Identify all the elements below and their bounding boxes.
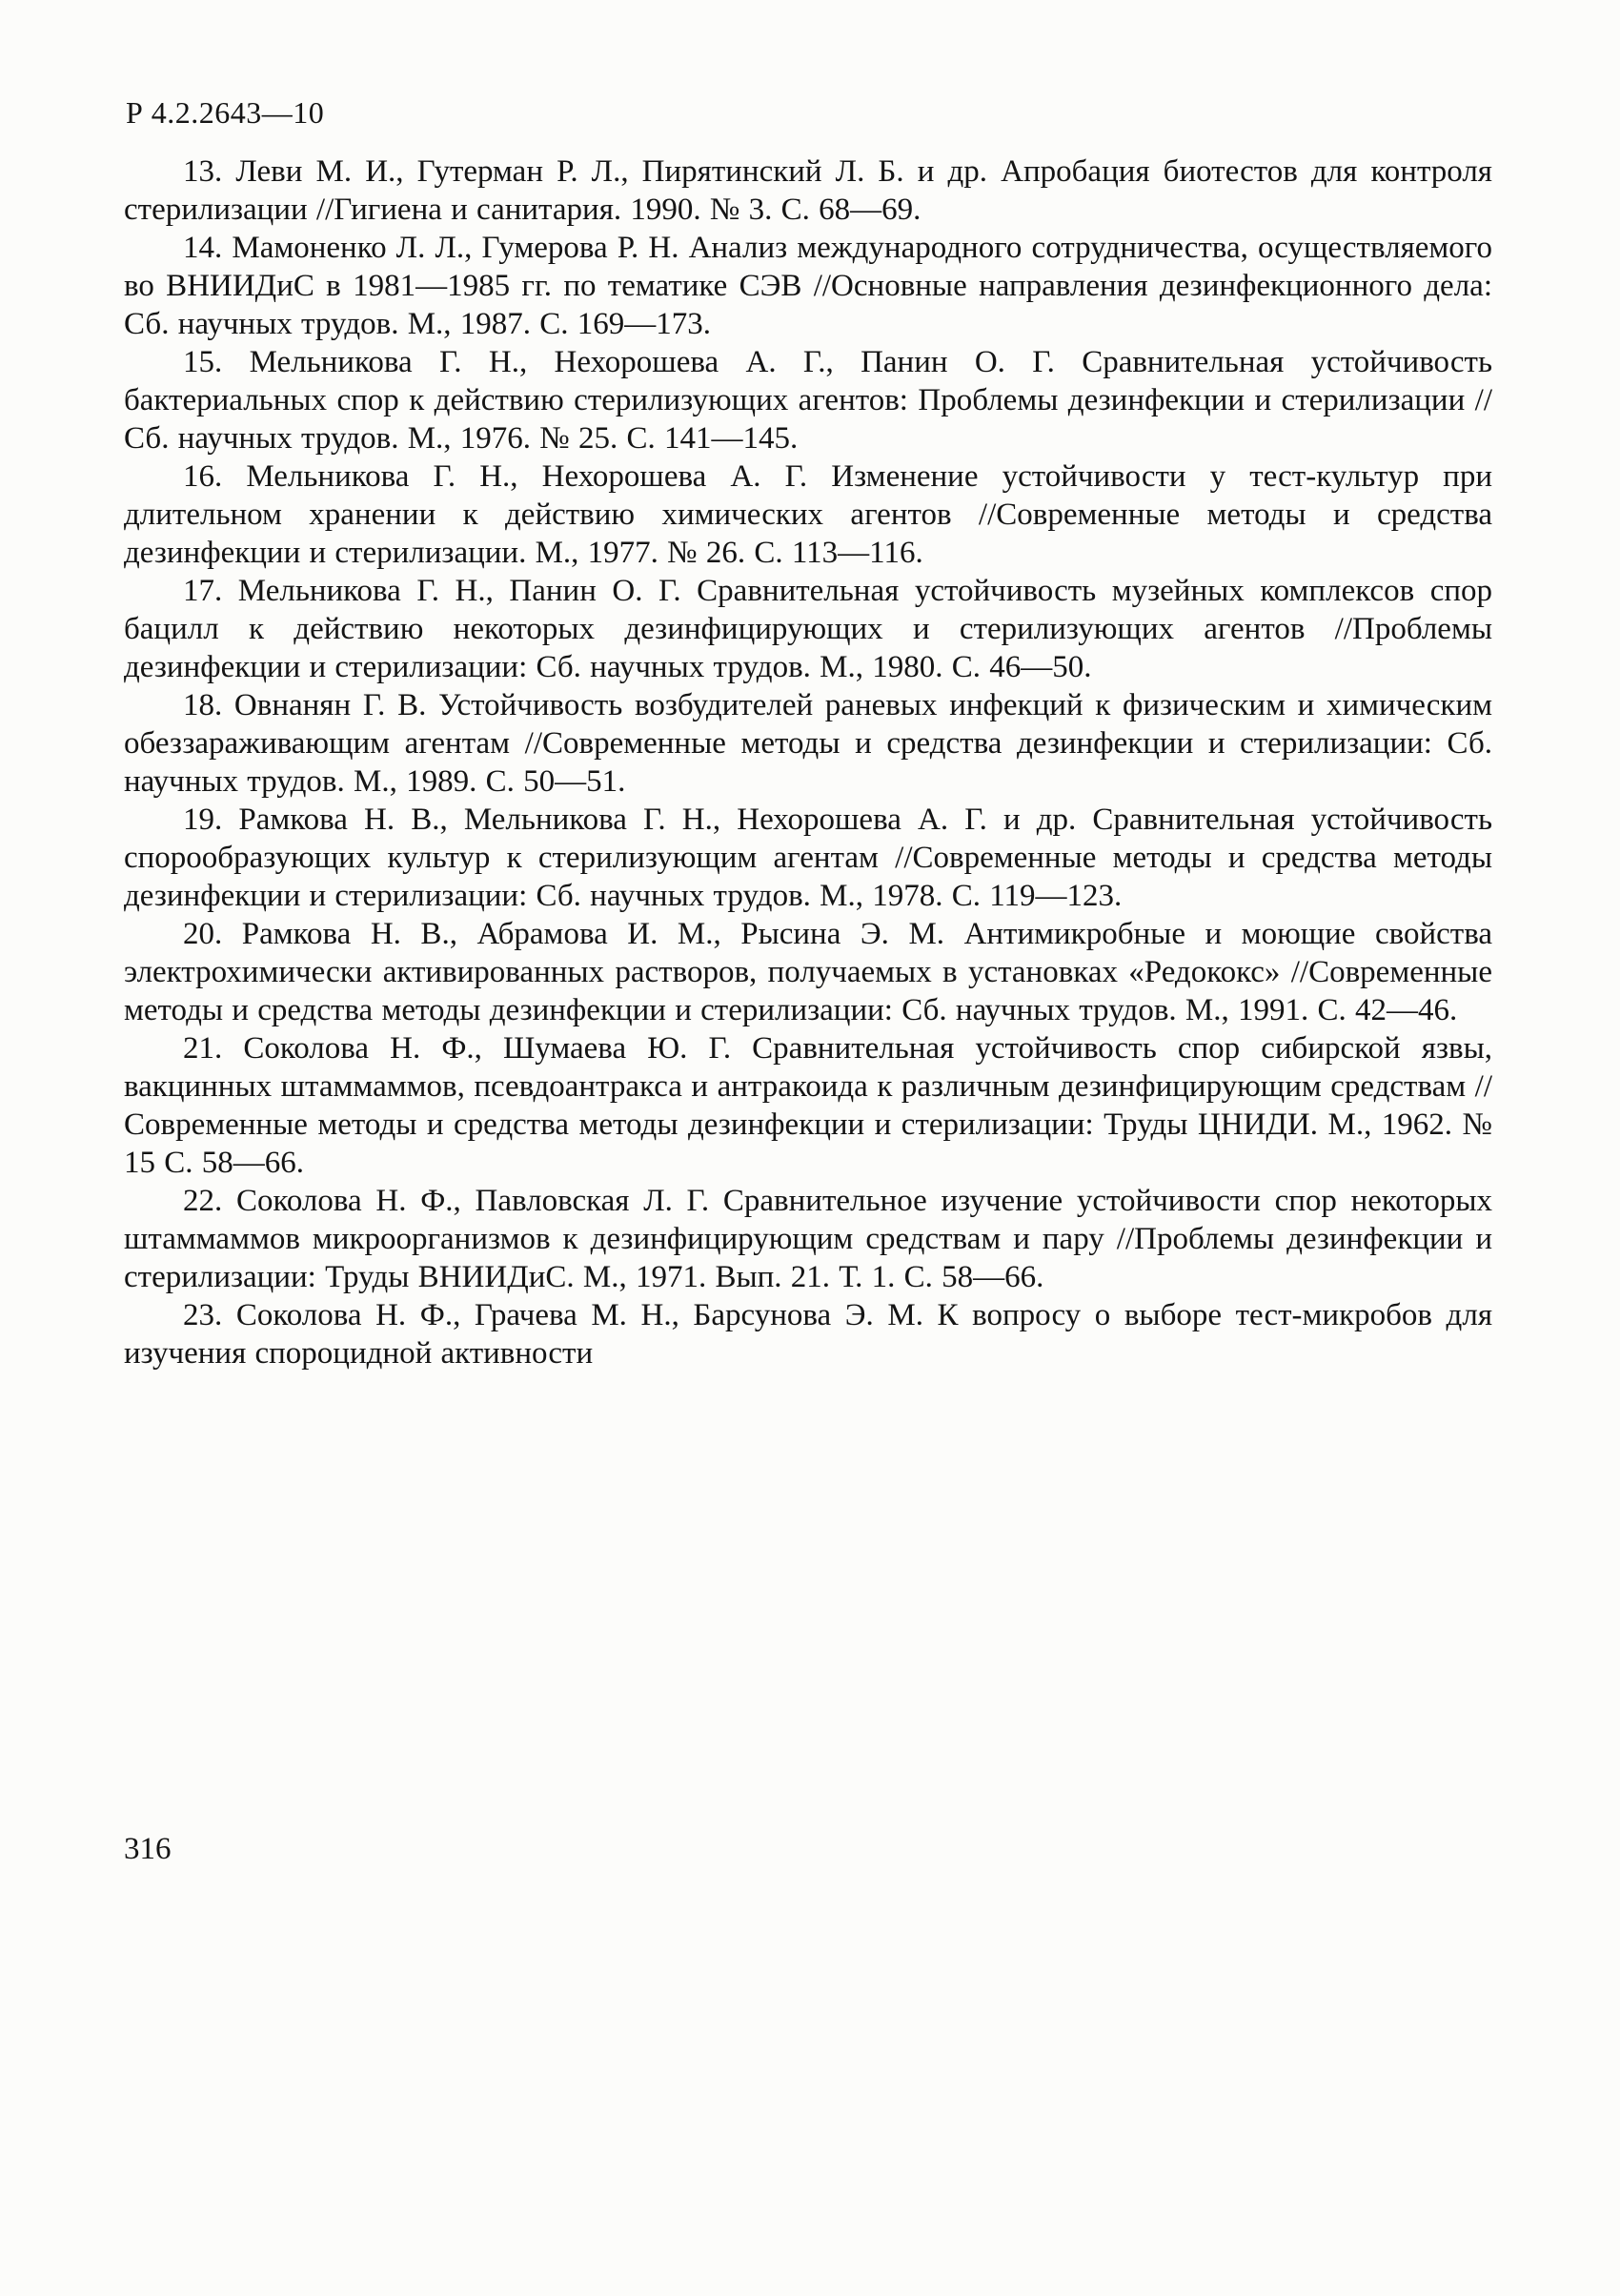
reference-item-14: 14. Мамоненко Л. Л., Гумерова Р. Н. Анализ международного сотрудничества, осуществляемого во ВНИИДиС в 1981—1985 гг. по тематике СЭВ //Основные направления дезинфекционного дела: Сб. научных трудов. М., 1987. С. 169—173. — [124, 231, 1492, 341]
reference-item-15: 15. Мельникова Г. Н., Нехорошева А. Г., Панин О. Г. Сравнительная устойчивость бактериальных спор к действию стерилизующих агентов: Проблемы дезинфекции и стерилизации //Сб. научных трудов. М., 1976. № 25. С. 141—145. — [124, 345, 1492, 456]
document-code: Р 4.2.2643—10 — [126, 95, 325, 130]
reference-item-19: 19. Рамкова Н. В., Мельникова Г. Н., Нехорошева А. Г. и др. Сравнительная устойчивость спорообразующих культур к стерилизующим агентам //Современные методы и средства методы дезинфекции и стерилизации: Сб. научных трудов. М., 1978. С. 119—123. — [124, 803, 1492, 913]
reference-item-20: 20. Рамкова Н. В., Абрамова И. М., Рысина Э. М. Антимикробные и моющие свойства электрохимически активированных растворов, получаемых в установках «Редококс» //Современные методы и средства методы дезинфекции и стерилизации: Сб. научных трудов. М., 1991. С. 42—46. — [124, 917, 1492, 1027]
reference-item-17: 17. Мельникова Г. Н., Панин О. Г. Сравнительная устойчивость музейных комплексов спор бацилл к действию некоторых дезинфицирующих и стерилизующих агентов //Проблемы дезинфекции и стерилизации: Сб. научных трудов. М., 1980. С. 46—50. — [124, 574, 1492, 684]
references-list — [124, 152, 1492, 1372]
reference-item-21: 21. Соколова Н. Ф., Шумаева Ю. Г. Сравнительная устойчивость спор сибирской язвы, вакцинных штаммаммов, псевдоантракса и антракоида к различным дезинфицирующим средствам //Современные методы и средства методы дезинфекции и стерилизации: Труды ЦНИДИ. М., 1962. № 15 С. 58—66. — [124, 1031, 1492, 1180]
reference-item-13: 13. Леви М. И., Гутерман Р. Л., Пирятинский Л. Б. и др. Апробация биотестов для контроля стерилизации //Гигиена и санитария. 1990. № 3. С. 68—69. — [124, 154, 1492, 227]
reference-item-23: 23. Соколова Н. Ф., Грачева М. Н., Барсунова Э. М. К вопросу о выборе тест-микробов для изучения спороцидной активности — [124, 1298, 1492, 1371]
reference-item-18: 18. Овнанян Г. В. Устойчивость возбудителей раневых инфекций к физическим и химическим обеззараживающим агентам //Современные методы и средства дезинфекции и стерилизации: Сб. научных трудов. М., 1989. С. 50—51. — [124, 688, 1492, 799]
page-number: 316 — [124, 1832, 172, 1866]
reference-item-22: 22. Соколова Н. Ф., Павловская Л. Г. Сравнительное изучение устойчивости спор некоторых штаммаммов микроорганизмов к дезинфицирующим средствам и пару //Проблемы дезинфекции и стерилизации: Труды ВНИИДиС. М., 1971. Вып. 21. Т. 1. С. 58—66. — [124, 1184, 1492, 1294]
reference-item-16: 16. Мельникова Г. Н., Нехорошева А. Г. Изменение устойчивости у тест-культур при длительном хранении к действию химических агентов //Современные методы и средства дезинфекции и стерилизации. М., 1977. № 26. С. 113—116. — [124, 459, 1492, 570]
